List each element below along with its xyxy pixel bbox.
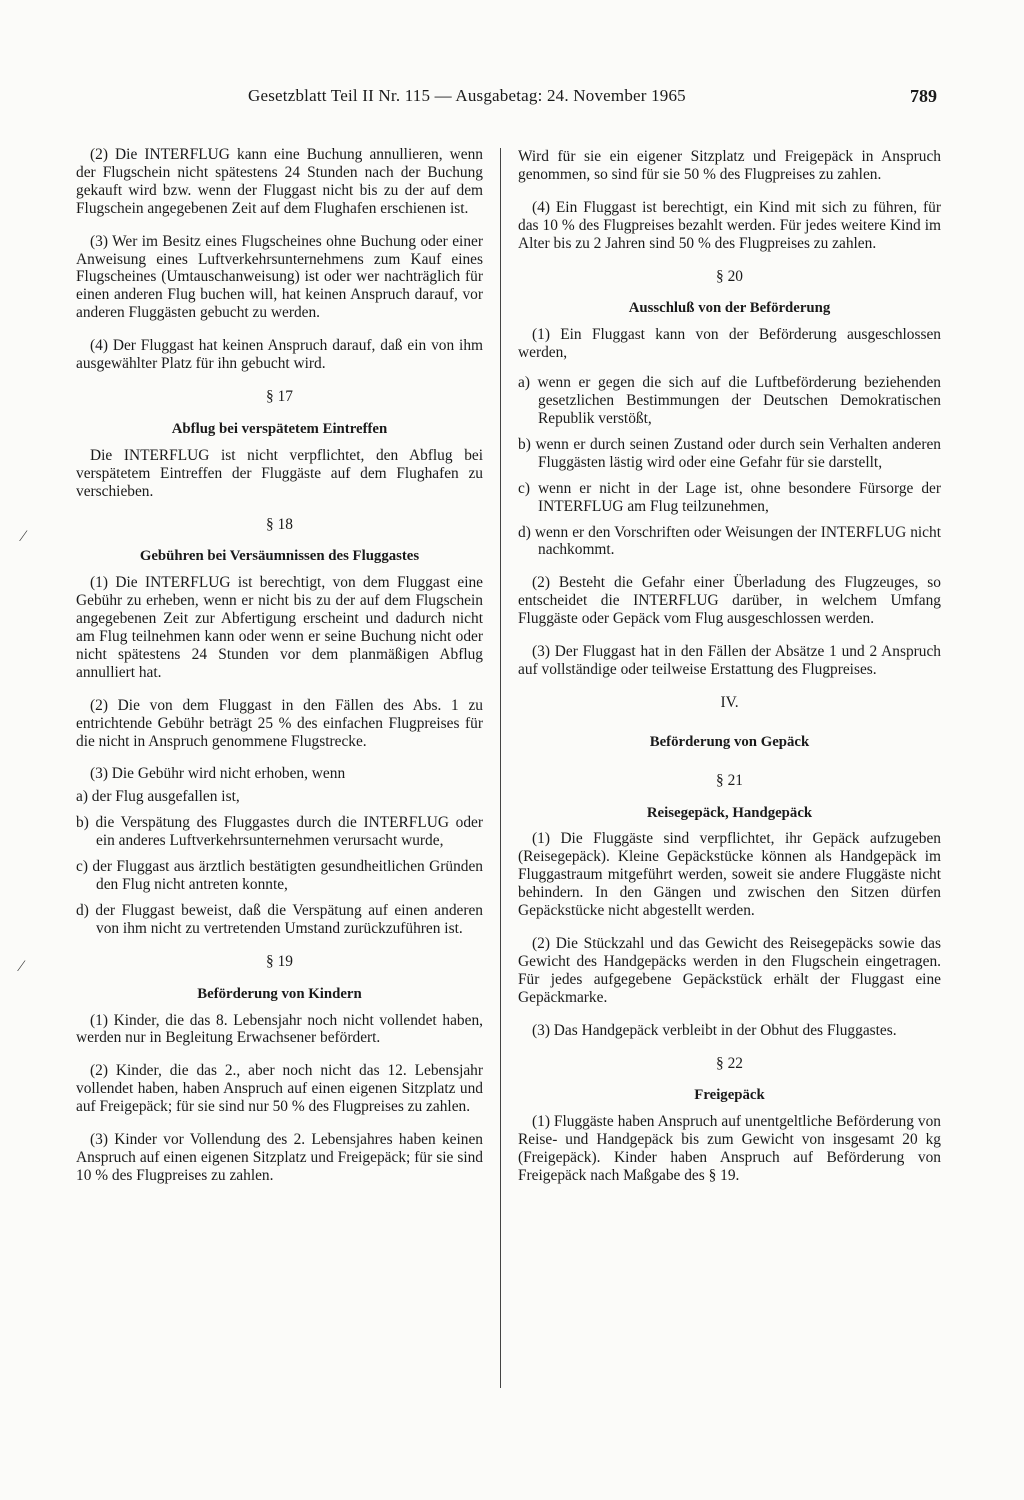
column-divider [500,148,501,1388]
paragraph: (1) Kinder, die das 8. Lebensjahr noch nicht vollendet haben, werden nur in Begleitung Erwachsener befördert. [76,1011,483,1047]
section-number: § 17 [266,387,293,405]
paragraph: (2) Die INTERFLUG kann eine Buchung annullieren, wenn der Flugschein nicht spätestens 24 Stunden nach der Buchung gekauft wird bzw. wenn der Fluggast nicht bis zu der auf dem Flugschein angegebenen Zeit auf dem Flughafen erschienen ist. [76,146,483,217]
paragraph: (3) Wer im Besitz eines Flugscheines ohne Buchung oder einer Anweisung eines Luftverkehrsunternehmens zum Kauf eines Flugscheines (Umtauschanweisung) ist oder wer nachträglich für einen anderen Flug buchen will, hat keinen Anspruch darauf, vor anderen Fluggästen gebucht zu werden. [76,232,483,322]
paragraph: Die INTERFLUG ist nicht verpflichtet, den Abflug bei verspätetem Eintreffen der Fluggäste auf dem Flughafen zu verschieben. [76,446,483,500]
paragraph: (4) Ein Fluggast ist berechtigt, ein Kind mit sich zu führen, für das 10 % des Flugpreises bezahlt werden. Für jedes weitere Kind im Alter bis zu 2 Jahren sind 50 % des Flugpreises zu zahlen. [518,198,941,252]
section-title: Freigepäck [694,1087,765,1104]
paragraph: (1) Ein Fluggast kann von der Beförderung ausgeschlossen werden, [518,326,941,362]
part-title: Beförderung von Gepäck [649,733,810,750]
list-item: c) der Fluggast aus ärztlich bestätigten gesundheitlichen Gründen den Flug nicht antreten konnte, [76,858,483,893]
paragraph: (1) Fluggäste haben Anspruch auf unentgeltliche Beförderung von Reise- und Handgepäck bis zum Gewicht von insgesamt 20 kg (Freigepäck). Kinder haben Anspruch auf Beförderung von Freigepäck nach Maßgabe des § 19. [518,1113,941,1185]
paragraph: (3) Die Gebühr wird nicht erhoben, wenn [90,765,346,783]
paragraph: (2) Kinder, die das 2., aber noch nicht das 12. Lebensjahr vollendet haben, haben Anspruch auf einen eigenen Sitzplatz und auf Freigepäck; für sie sind nur 50 % des Flugpreises zu zahlen. [76,1062,483,1116]
list-item: b) wenn er durch seinen Zustand oder durch sein Verhalten anderen Fluggästen lästig wird oder eine Gefahr für sie darstellt, [518,435,941,471]
margin-tick-mark: ⁄ [20,958,23,975]
paragraph: (3) Das Handgepäck verbleibt in der Obhut des Fluggastes. [532,1021,897,1039]
page-header [0,86,1024,110]
paragraph: (4) Der Fluggast hat keinen Anspruch darauf, daß ein von ihm ausgewählter Platz für ihn gebucht wird. [76,337,483,373]
paragraph: (3) Kinder vor Vollendung des 2. Lebensjahres haben keinen Anspruch auf einen eigenen Sitzplatz und Freigepäck; für sie sind 10 % des Flugpreises zu zahlen. [76,1131,483,1184]
paragraph: Wird für sie ein eigener Sitzplatz und Freigepäck in Anspruch genommen, so sind für sie 50 % des Flugpreises zu zahlen. [518,148,941,183]
section-title: Abflug bei verspätetem Eintreffen [171,420,388,437]
list-item: a) wenn er gegen die sich auf die Luftbeförderung beziehenden gesetzlichen Bestimmungen der Deutschen Demokratischen Republik verstößt, [518,374,941,427]
list-item: d) wenn er den Vorschriften oder Weisungen der INTERFLUG nicht nachkommt. [518,523,941,559]
section-number: § 20 [716,267,743,285]
page-number: 789 [910,86,937,106]
section-number: § 19 [266,952,293,970]
paragraph: (2) Besteht die Gefahr einer Überladung des Flugzeuges, so entscheidet die INTERFLUG darüber, in welchem Umfang Fluggäste oder Gepäck vom Flug ausgeschlossen werden. [518,574,941,628]
list-item: d) der Fluggast beweist, daß die Verspätung auf einen anderen von ihm nicht zu vertretenden Umstand zurückzuführen ist. [76,901,483,937]
section-title: Gebühren bei Versäumnissen des Fluggastes [139,548,420,565]
paragraph: (2) Die von dem Fluggast in den Fällen des Abs. 1 zu entrichtende Gebühr beträgt 25 % des einfachen Flugpreises für die nicht in Anspruch genommene Flugstrecke. [76,696,483,750]
section-title: Reisegepäck, Handgepäck [646,804,813,821]
paragraph: (2) Die Stückzahl und das Gewicht des Reisegepäcks sowie das Gewicht des Handgepäcks werden in den Flugschein eingetragen. Für jedes aufgegebene Gepäckstück erhält der Fluggast eine Gepäckmarke. [518,935,941,1006]
list-item: c) wenn er nicht in der Lage ist, ohne besondere Fürsorge der INTERFLUG am Flug teilzunehmen, [518,479,941,515]
list-item: a) der Flug ausgefallen ist, [76,788,240,806]
right-column [518,148,941,1185]
paragraph: (3) Der Fluggast hat in den Fällen der Absätze 1 und 2 Anspruch auf vollständige oder teilweise Erstattung des Flugpreises. [518,643,941,678]
section-title: Ausschluß von der Beförderung [628,300,831,317]
section-number: § 21 [716,771,743,789]
paragraph: (1) Die INTERFLUG ist berechtigt, von dem Fluggast eine Gebühr zu erheben, wenn er nicht bis zu der auf dem Flugschein angegebenen Zeit zur Abfertigung erscheint und dadurch nicht am Flug teilnehmen kann oder wenn er seine Buchung nicht oder nicht spätestens 24 Stunden vor dem planmäßigen Abflug annulliert hat. [76,574,483,681]
header-title: Gesetzblatt Teil II Nr. 115 — Ausgabetag: 24. November 1965 [248,86,686,105]
section-number: § 22 [716,1054,743,1072]
paragraph: (1) Die Fluggäste sind verpflichtet, ihr Gepäck aufzugeben (Reisegepäck). Kleine Gepäckstücke können als Handgepäck im Fluggastraum mitgeführt werden, soweit sie andere Fluggäste nicht behindern. In den Gängen und zwischen den Sitzen dürfen Gepäckstücke nicht abgestellt werden. [518,830,941,920]
left-column [76,146,483,1185]
section-title: Beförderung von Kindern [197,985,362,1002]
list-item: b) die Verspätung des Fluggastes durch die INTERFLUG oder ein anderes Luftverkehrsunternehmen verursacht wurde, [76,814,483,850]
section-number: § 18 [266,515,293,533]
margin-tick-mark: ⁄ [22,528,25,545]
part-number: IV. [720,693,739,711]
